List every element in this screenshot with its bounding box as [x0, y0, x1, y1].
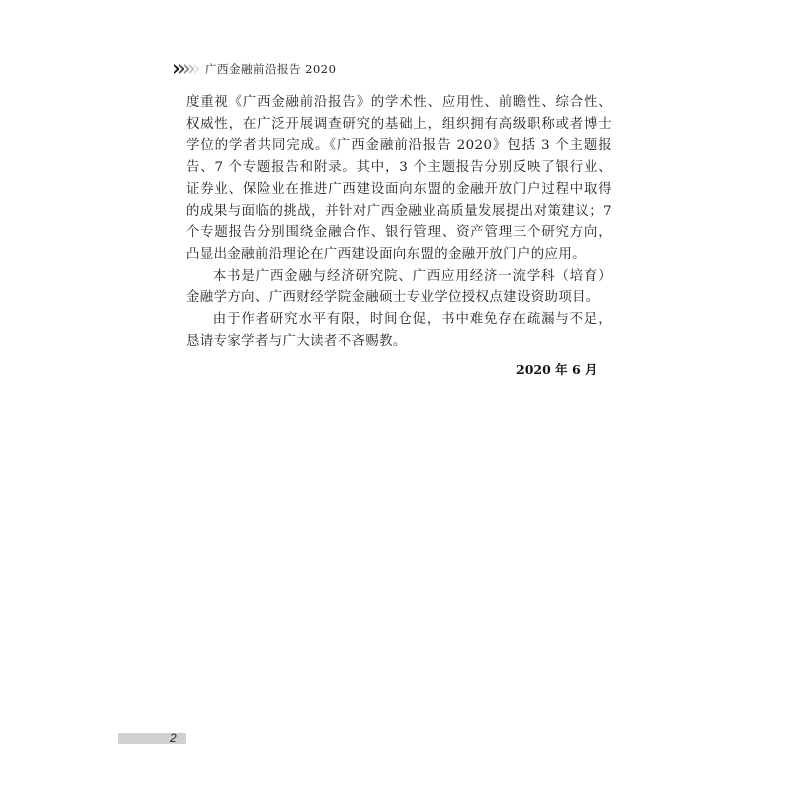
paragraph-1: 度重视《广西金融前沿报告》的学术性、应用性、前瞻性、综合性、权威性，在广泛开展调查研究的基础上，组织拥有高级职称或者博士学位的学者共同完成。《广西金融前沿报告 2020》包括 3 个主题报告、7 个专题报告和附录。其中，3 个主题报告分别反映了银行业、证券业、保险业在推进广西建设面向东盟的金融开放门户过程中取得的成果与面临的挑战，并针对广西金融业高质量发展提出对策建议；7 个专题报告分别围绕金融合作、银行管理、资产管理三个研究方向，凸显出金融前沿理论在广西建设面向东盟的金融开放门户的应用。: [186, 95, 612, 262]
page-number: 2: [170, 731, 177, 745]
paragraph-2: 本书是广西金融与经济研究院、广西应用经济一流学科（培育）金融学方向、广西财经学院金融硕士专业学位授权点建设资助项目。: [186, 268, 612, 306]
signature-date: 2020 年 6 月: [516, 362, 598, 377]
header-title: 广西金融前沿报告 2020: [205, 62, 337, 76]
body-text: [186, 92, 612, 352]
chevron-arrows-icon: [174, 64, 199, 74]
running-header: [174, 61, 336, 77]
paragraph-3: 由于作者研究水平有限，时间仓促，书中难免存在疏漏与不足，恳请专家学者与广大读者不吝赐教。: [186, 312, 612, 349]
